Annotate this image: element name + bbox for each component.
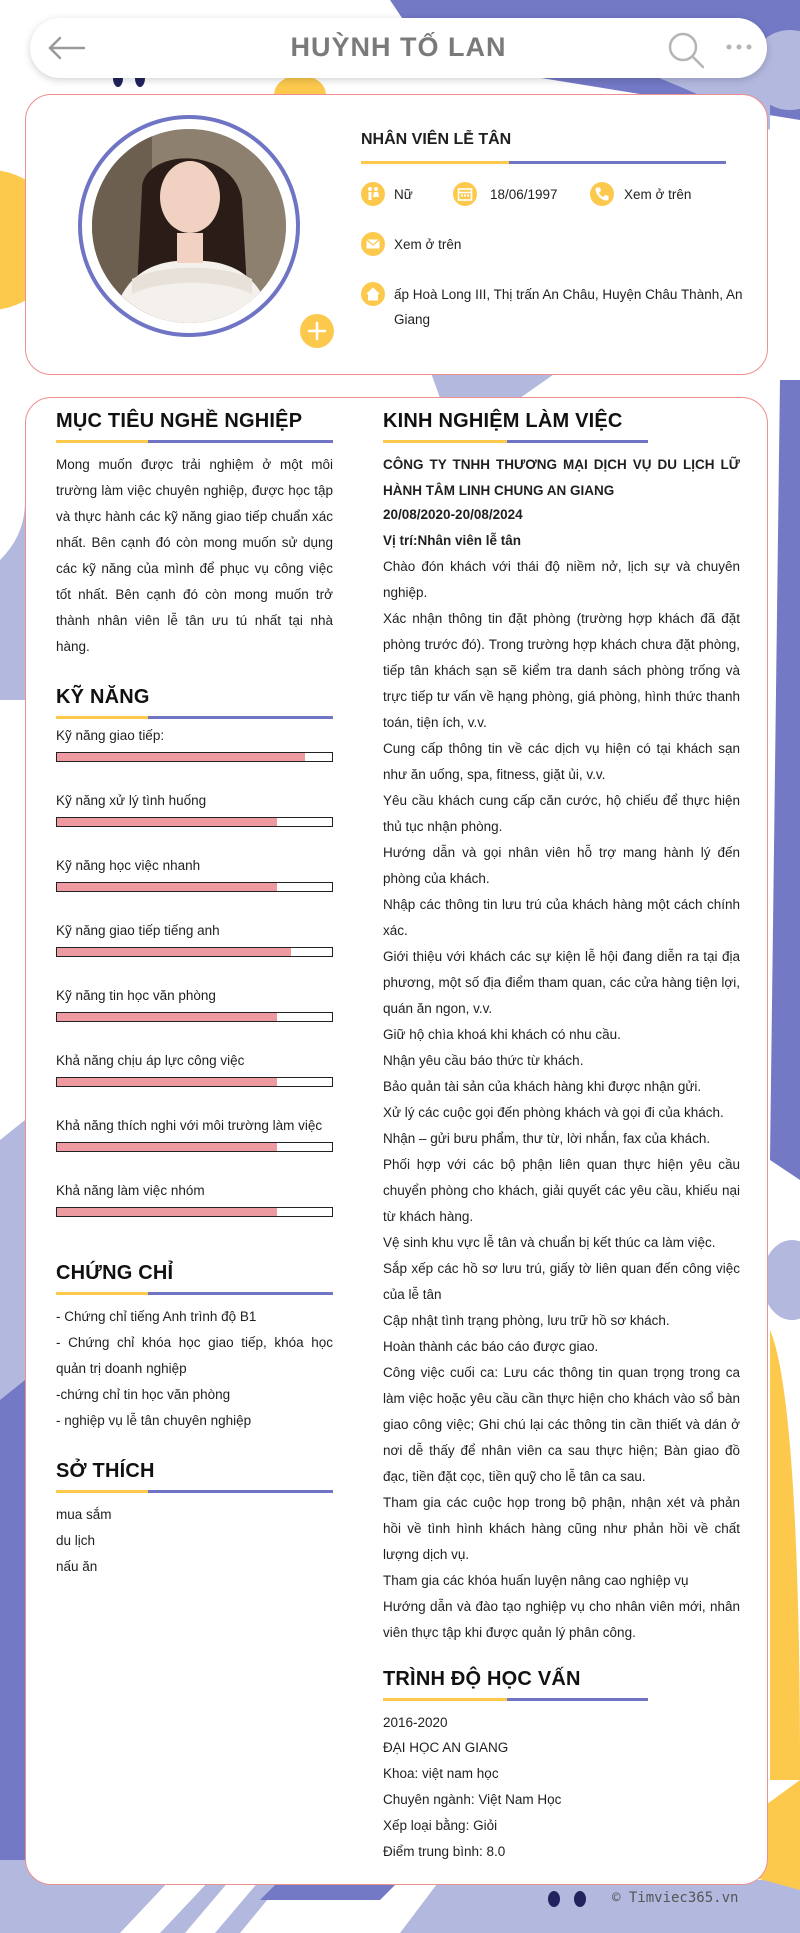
objective-underline	[56, 440, 333, 443]
phone-icon	[590, 182, 614, 206]
add-photo-button[interactable]	[300, 314, 334, 348]
skill-level-fill	[57, 948, 291, 956]
job-title-underline	[361, 161, 726, 164]
skill-level-bar	[56, 1077, 333, 1087]
skill-label: Kỹ năng giao tiếp tiếng anh	[56, 923, 220, 938]
skill-label: Kỹ năng tin học văn phòng	[56, 988, 216, 1003]
task-item: Bảo quản tài sản của khách hàng khi được nhận gửi.	[383, 1079, 702, 1094]
skills-underline	[56, 716, 333, 719]
experience-heading: KINH NGHIỆM LÀM VIỆC	[383, 410, 623, 432]
experience-position: Vị trí:Nhân viên lễ tân	[383, 533, 522, 548]
certificate-item: - Chứng chỉ khóa học giao tiếp, khóa học quản trị doanh nghiệp	[56, 1335, 333, 1376]
skill-label: Khả năng thích nghi với môi trường làm việc	[56, 1118, 323, 1133]
task-item: Xác nhận thông tin đặt phòng (trường hợp khách đã đặt phòng trước đó). Trong trường hợp khách chưa đặt phòng, tiếp tân khách sạn sẽ kiểm tra danh sách phòng trống và trực tiếp tư vấn về hạng phòng, giá phòng, hình thức thanh toán, tiện ích, v.v.	[383, 611, 740, 730]
task-item: Vệ sinh khu vực lễ tân và chuẩn bị kết thúc ca làm việc.	[383, 1235, 716, 1250]
avatar	[92, 129, 286, 323]
phone-value: Xem ở trên	[624, 187, 692, 202]
profile-photo	[92, 129, 286, 323]
gender-value: Nữ	[394, 187, 413, 202]
profile-card	[25, 94, 768, 375]
task-item: Hướng dẫn và gọi nhân viên hỗ trợ mang hành lý đến phòng của khách.	[383, 845, 740, 886]
task-item: Nhập các thông tin lưu trú của khách hàng một cách chính xác.	[383, 897, 740, 938]
task-item: Hoàn thành các báo cáo được giao.	[383, 1339, 599, 1354]
gender-icon	[361, 182, 385, 206]
skill-level-fill	[57, 1143, 277, 1151]
certificates-heading: CHỨNG CHỈ	[56, 1262, 174, 1284]
avatar-frame	[78, 115, 300, 337]
skills-heading: KỸ NĂNG	[56, 686, 150, 708]
certificate-item: - Chứng chỉ tiếng Anh trình độ B1	[56, 1309, 257, 1324]
skill-level-bar	[56, 817, 333, 827]
hobbies-underline	[56, 1490, 333, 1493]
task-item: Nhận yêu cầu báo thức từ khách.	[383, 1053, 584, 1068]
hobbies-heading: SỞ THÍCH	[56, 1460, 155, 1482]
education-period: 2016-2020	[383, 1715, 448, 1730]
skill-level-fill	[57, 818, 277, 826]
certificate-item: -chứng chỉ tin học văn phòng	[56, 1387, 231, 1402]
candidate-name: HUỲNH TỐ LAN	[290, 32, 507, 62]
footer-brand: © Timviec365.vn	[612, 1890, 739, 1906]
skill-level-fill	[57, 753, 305, 761]
skill-level-bar	[56, 947, 333, 957]
education-major: Chuyên ngành: Việt Nam Học	[383, 1792, 562, 1807]
objective-heading: MỤC TIÊU NGHỀ NGHIỆP	[56, 410, 303, 432]
task-item: Nhận – gửi bưu phẩm, thư từ, lời nhắn, fax của khách.	[383, 1131, 711, 1146]
email-value: Xem ở trên	[394, 237, 462, 252]
skill-level-bar	[56, 752, 333, 762]
task-item: Xử lý các cuộc gọi đến phòng khách và gọi đi của khách.	[383, 1105, 724, 1120]
education-school: ĐẠI HỌC AN GIANG	[383, 1740, 509, 1755]
top-bar	[30, 18, 767, 78]
skill-label: Khả năng chịu áp lực công việc	[56, 1053, 245, 1068]
task-item: Sắp xếp các hồ sơ lưu trú, giấy tờ liên quan đến công việc của lễ tân	[383, 1261, 740, 1302]
skill-level-bar	[56, 1207, 333, 1217]
education-faculty: Khoa: việt nam học	[383, 1766, 499, 1781]
hobby-item: mua sắm	[56, 1507, 112, 1522]
skill-level-bar	[56, 882, 333, 892]
education-underline	[383, 1698, 648, 1701]
more-options-icon[interactable]	[724, 40, 754, 54]
skill-label: Kỹ năng giao tiếp:	[56, 728, 165, 743]
skill-level-bar	[56, 1012, 333, 1022]
task-item: Công việc cuối ca: Lưu các thông tin quan trọng trong ca làm việc hoặc yêu cầu cần thực hiện cho khách vào sổ bàn giao công việc; Ghi chú lại các thông tin cần thiết và dán ở nơi dễ thấy để nhân viên ca sau thực hiện; Bàn giao đồ đạc, tiền đặt cọc, tiền quỹ cho lễ tân ca sau.	[383, 1365, 740, 1484]
birthday-value: 18/06/1997	[490, 187, 558, 202]
plus-icon	[300, 314, 334, 348]
education-gpa: Điểm trung bình: 8.0	[383, 1844, 506, 1859]
skill-level-fill	[57, 1078, 277, 1086]
objective-text: Mong muốn được trải nghiệm ở một môi trường làm việc chuyên nghiệp, được học tập và thực hành các kỹ năng giao tiếp chuẩn xác nhất. Bên cạnh đó còn mong muốn sử dụng các kỹ năng của mình để phục vụ công việc tốt nhất. Bên cạnh đó còn mong muốn trở thành nhân viên lễ tân ưu tú nhất tại nhà hàng.	[56, 457, 333, 654]
address-value: ấp Hoà Long III, Thị trấn An Châu, Huyện Châu Thành, An Giang	[394, 287, 743, 327]
skill-label: Kỹ năng xử lý tình huống	[56, 793, 207, 808]
skill-level-fill	[57, 1013, 277, 1021]
email-icon	[361, 232, 385, 256]
task-item: Tham gia các cuộc họp trong bộ phận, nhận xét và phản hồi về tình hình khách hàng cũng như phản hồi về chất lượng dịch vụ.	[383, 1495, 740, 1562]
home-icon	[361, 282, 385, 306]
task-list	[383, 554, 740, 1646]
decorative-dot	[548, 1891, 560, 1907]
experience-underline	[383, 440, 648, 443]
experience-period: 20/08/2020-20/08/2024	[383, 507, 523, 522]
task-item: Giữ hộ chìa khoá khi khách có nhu cầu.	[383, 1027, 621, 1042]
education-rank: Xếp loại bằng: Giỏi	[383, 1818, 498, 1833]
task-item: Cung cấp thông tin về các dịch vụ hiện có tại khách sạn như ăn uống, spa, fitness, giặt ủi, v.v.	[383, 741, 740, 782]
job-title: NHÂN VIÊN LỄ TÂN	[361, 131, 512, 148]
hobby-item: du lịch	[56, 1533, 96, 1548]
search-icon[interactable]	[666, 30, 706, 70]
certificate-item: - nghiệp vụ lễ tân chuyên nghiệp	[56, 1413, 252, 1428]
skill-level-fill	[57, 1208, 277, 1216]
task-item: Cập nhật tình trạng phòng, lưu trữ hồ sơ khách.	[383, 1313, 670, 1328]
task-item: Phối hợp với các bộ phận liên quan thực hiện yêu cầu chuyển phòng cho khách, giải quyết các yêu cầu, khiếu nại từ khách hàng.	[383, 1157, 740, 1224]
skill-level-fill	[57, 883, 277, 891]
education-heading: TRÌNH ĐỘ HỌC VẤN	[383, 1668, 581, 1690]
skill-label: Khả năng làm việc nhóm	[56, 1183, 205, 1198]
task-item: Giới thiệu với khách các sự kiện lễ hội đang diễn ra tại địa phương, một số địa điểm tham quan, các cửa hàng tiện lợi, quán ăn ngon, v.v.	[383, 949, 740, 1016]
decorative-dot	[574, 1891, 586, 1907]
task-item: Hướng dẫn và đào tạo nghiệp vụ cho nhân viên mới, nhân viên thực tập khi được quản lý phân công.	[383, 1599, 740, 1640]
hobby-item: nấu ăn	[56, 1559, 98, 1574]
certificates-underline	[56, 1292, 333, 1295]
skill-label: Kỹ năng học việc nhanh	[56, 858, 201, 873]
task-item: Tham gia các khóa huấn luyện nâng cao nghiệp vụ	[383, 1573, 689, 1588]
resume-body-card	[25, 397, 768, 1885]
calendar-icon	[453, 182, 477, 206]
company-name: CÔNG TY TNHH THƯƠNG MẠI DỊCH VỤ DU LỊCH LỮ HÀNH TÂM LINH CHUNG AN GIANG	[383, 457, 740, 498]
task-item: Yêu cầu khách cung cấp căn cước, hộ chiếu để thực hiện thủ tục nhận phòng.	[383, 793, 740, 834]
task-item: Chào đón khách với thái độ niềm nở, lịch sự và chuyên nghiệp.	[383, 559, 740, 600]
skill-level-bar	[56, 1142, 333, 1152]
